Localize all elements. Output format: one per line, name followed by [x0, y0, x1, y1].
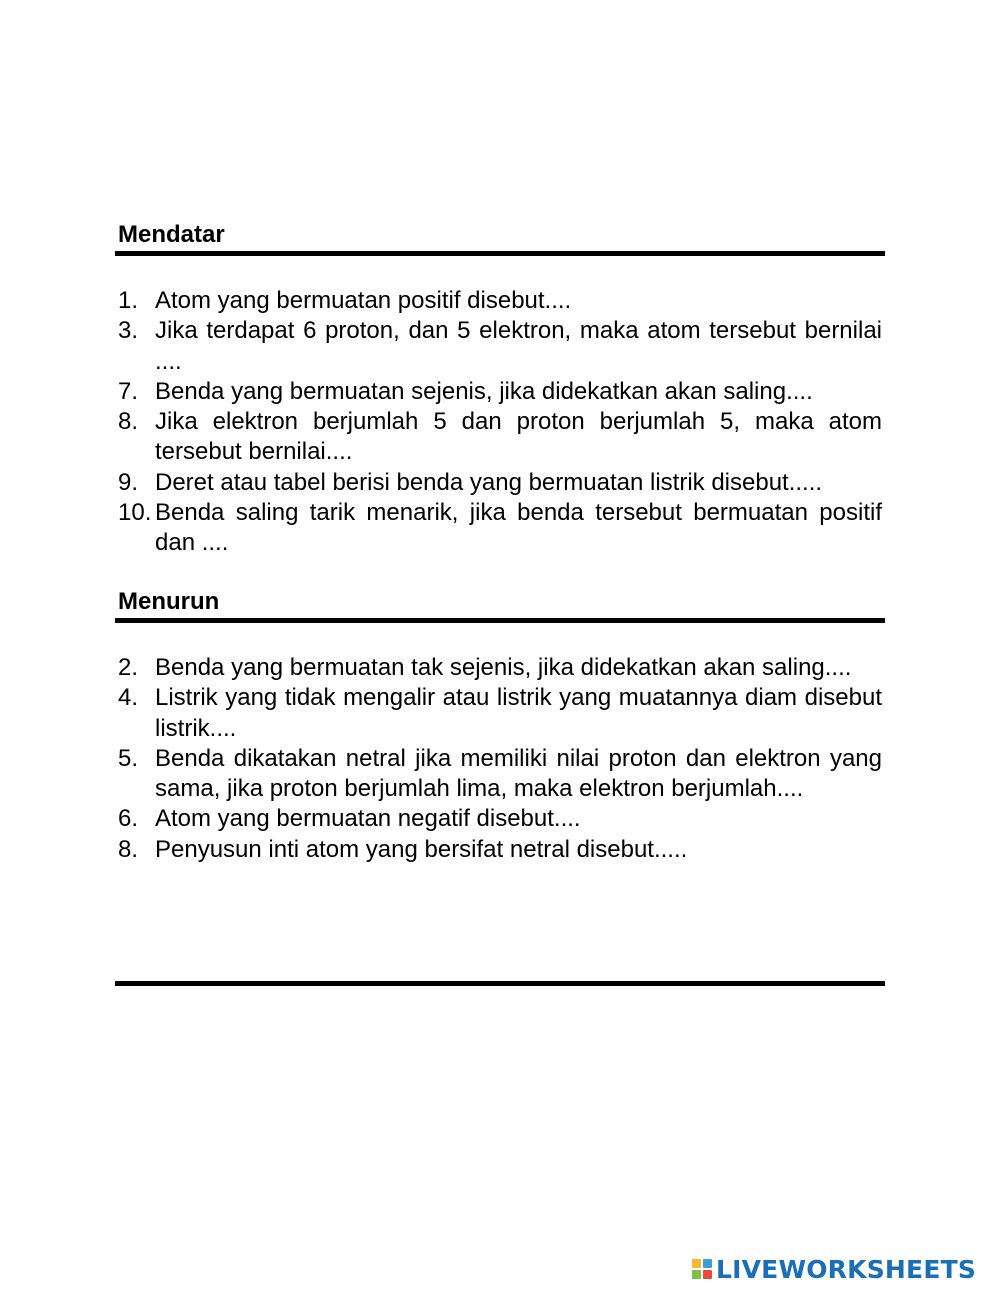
mendatar-clue-3 — [118, 316, 882, 377]
liveworksheets-mark-icon — [692, 1259, 712, 1279]
clue-number: 7. — [118, 377, 139, 405]
menurun-clue-8 — [118, 835, 882, 865]
clue-number: 5. — [118, 744, 139, 772]
mendatar-clue-7 — [118, 377, 882, 407]
menurun-clue-2 — [118, 653, 882, 683]
clue-text: Atom yang bermuatan negatif disebut.... — [155, 805, 581, 833]
bottom-rule — [115, 981, 885, 986]
clue-number: 8. — [118, 835, 139, 863]
mark-square-icon — [692, 1259, 701, 1268]
mark-square-icon — [692, 1270, 701, 1279]
menurun-clue-list — [118, 653, 882, 865]
clue-number: 8. — [118, 408, 139, 436]
menurun-heading: Menurun — [118, 588, 220, 615]
menurun-rule — [115, 618, 885, 623]
mendatar-clue-list — [118, 286, 882, 559]
clue-number: 10. — [118, 499, 152, 527]
clue-text: Jika terdapat 6 proton, dan 5 elektron, maka atom tersebut bernilai .... — [155, 317, 882, 375]
menurun-clue-6 — [118, 804, 882, 834]
mendatar-rule — [115, 251, 885, 256]
mendatar-clue-1 — [118, 286, 882, 316]
clue-number: 4. — [118, 684, 139, 712]
clue-text: Jika elektron berjumlah 5 dan proton berjumlah 5, maka atom tersebut bernilai.... — [155, 408, 882, 466]
clue-number: 1. — [118, 287, 139, 314]
mark-square-icon — [703, 1259, 712, 1268]
menurun-clue-5 — [118, 744, 882, 805]
mendatar-clue-8 — [118, 407, 882, 468]
clue-number: 3. — [118, 317, 139, 345]
menurun-clue-4 — [118, 683, 882, 744]
clue-number: 2. — [118, 654, 139, 681]
clue-text: Benda yang bermuatan tak sejenis, jika didekatkan akan saling.... — [155, 654, 852, 681]
mendatar-clue-10 — [118, 498, 882, 559]
clue-number: 6. — [118, 805, 139, 833]
clue-text: Benda yang bermuatan sejenis, jika didekatkan akan saling.... — [155, 377, 813, 405]
clue-text: Listrik yang tidak mengalir atau listrik yang muatannya diam disebut listrik.... — [155, 684, 882, 742]
brand-name: LIVEWORKSHEETS — [716, 1254, 977, 1284]
clue-text: Penyusun inti atom yang bersifat netral disebut..... — [155, 835, 688, 863]
mark-square-icon — [703, 1270, 712, 1279]
mendatar-clue-9 — [118, 468, 882, 498]
clue-text: Benda dikatakan netral jika memiliki nilai proton dan elektron yang sama, jika proton berjumlah lima, maka elektron berjumlah.... — [155, 744, 882, 803]
clue-text: Benda saling tarik menarik, jika benda tersebut bermuatan positif dan .... — [155, 499, 882, 557]
clue-text: Atom yang bermuatan positif disebut.... — [155, 287, 572, 314]
clue-number: 9. — [118, 468, 139, 496]
mendatar-heading: Mendatar — [118, 221, 225, 248]
clue-text: Deret atau tabel berisi benda yang bermuatan listrik disebut..... — [155, 468, 823, 496]
liveworksheets-logo — [692, 1253, 976, 1285]
